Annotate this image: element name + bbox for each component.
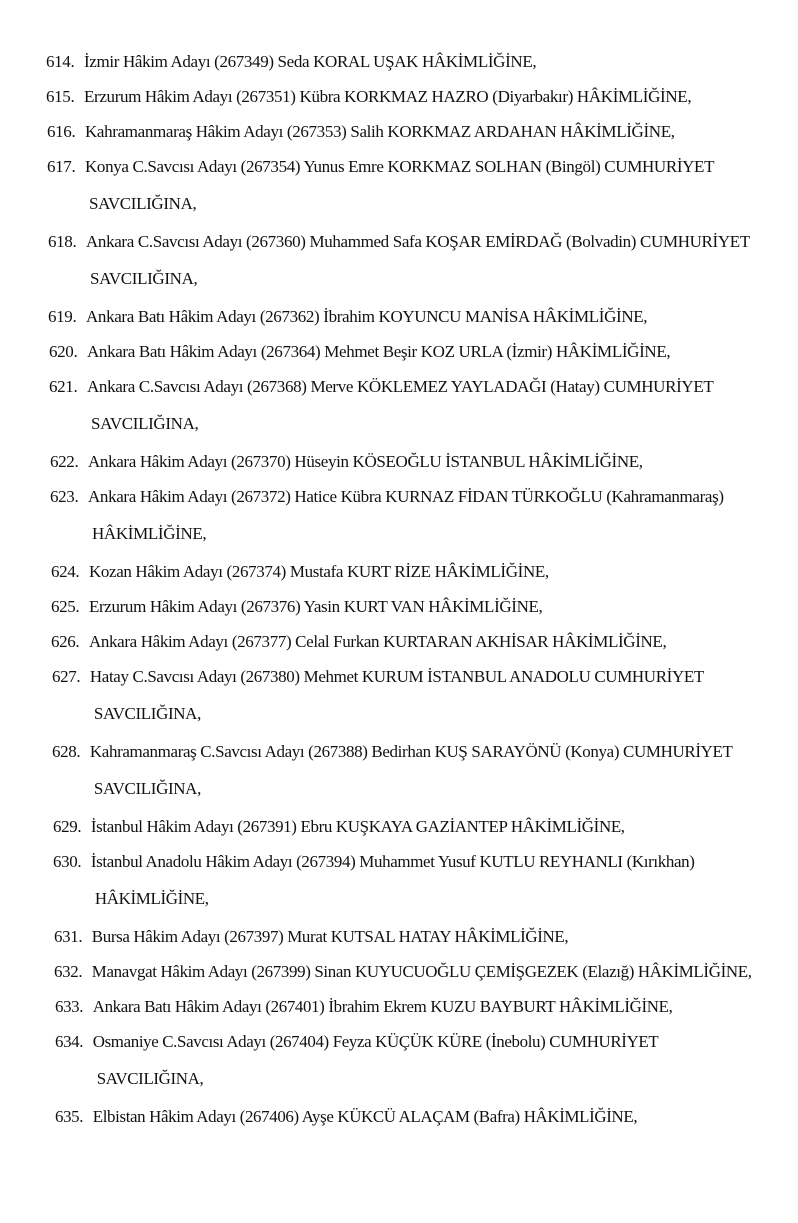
list-item: [55, 1032, 790, 1089]
item-text: Ankara Batı Hâkim Adayı (267401) İbrahim Ekrem KUZU BAYBURT HÂKİMLİĞİNE,: [92, 997, 673, 1016]
list-item: [49, 342, 789, 362]
item-text: İzmir Hâkim Adayı (267349) Seda KORAL UŞAK HÂKİMLİĞİNE,: [84, 52, 537, 71]
list-item: [46, 87, 786, 107]
list-item: [54, 962, 790, 982]
item-text: Erzurum Hâkim Adayı (267376) Yasin KURT VAN HÂKİMLİĞİNE,: [88, 597, 543, 616]
item-continuation: SAVCILIĞINA,: [93, 704, 201, 723]
list-item: [55, 997, 790, 1017]
list-item-line: [51, 562, 790, 582]
list-item-line: [55, 1032, 790, 1052]
item-text: Ankara Hâkim Adayı (267377) Celal Furkan KURTARAN AKHİSAR HÂKİMLİĞİNE,: [88, 632, 667, 651]
list-item: [50, 452, 790, 472]
item-continuation: HÂKİMLİĞİNE,: [94, 889, 209, 908]
list-item: [50, 487, 790, 544]
item-number: 623.: [50, 487, 79, 506]
item-text: Ankara C.Savcısı Adayı (267360) Muhammed Safa KOŞAR EMİRDAĞ (Bolvadin) CUMHURİYET: [86, 232, 750, 251]
item-text: Kahramanmaraş C.Savcısı Adayı (267388) Bedirhan KUŞ SARAYÖNÜ (Konya) CUMHURİYET: [89, 742, 733, 761]
item-continuation: SAVCILIĞINA,: [91, 414, 199, 433]
item-number: 625.: [51, 597, 80, 616]
item-number: 617.: [47, 157, 76, 176]
list-item-line: [55, 1107, 790, 1127]
list-item: [54, 927, 790, 947]
list-item: [55, 1107, 790, 1127]
list-item: [48, 232, 788, 289]
list-item: [51, 632, 790, 652]
list-item-line: [47, 157, 787, 177]
item-text: İstanbul Anadolu Hâkim Adayı (267394) Muhammet Yusuf KUTLU REYHANLI (Kırıkhan): [90, 852, 695, 871]
list-item: [52, 667, 790, 724]
item-number: 632.: [54, 962, 83, 981]
list-item: [48, 307, 788, 327]
list-item-line: [51, 597, 790, 617]
list-item-line: [53, 852, 790, 872]
item-number: 634.: [55, 1032, 84, 1051]
item-text: Bursa Hâkim Adayı (267397) Murat KUTSAL HATAY HÂKİMLİĞİNE,: [91, 927, 569, 946]
item-text: Konya C.Savcısı Adayı (267354) Yunus Emre KORKMAZ SOLHAN (Bingöl) CUMHURİYET: [85, 157, 715, 176]
item-text: Manavgat Hâkim Adayı (267399) Sinan KUYUCUOĞLU ÇEMİŞGEZEK (Elazığ) HÂKİMLİĞİNE,: [91, 962, 752, 981]
item-text: Elbistan Hâkim Adayı (267406) Ayşe KÜKCÜ ALAÇAM (Bafra) HÂKİMLİĞİNE,: [92, 1107, 638, 1126]
list-item: [51, 562, 790, 582]
item-text: Hatay C.Savcısı Adayı (267380) Mehmet KURUM İSTANBUL ANADOLU CUMHURİYET: [89, 667, 704, 686]
item-number: 629.: [53, 817, 82, 836]
item-text: Ankara Batı Hâkim Adayı (267362) İbrahim KOYUNCU MANİSA HÂKİMLİĞİNE,: [86, 307, 648, 326]
item-text: Erzurum Hâkim Adayı (267351) Kübra KORKMAZ HAZRO (Diyarbakır) HÂKİMLİĞİNE,: [84, 87, 692, 106]
list-item-line: [53, 817, 790, 837]
item-text: Ankara Hâkim Adayı (267372) Hatice Kübra KURNAZ FİDAN TÜRKOĞLU (Kahramanmaraş): [88, 487, 724, 506]
item-number: 627.: [52, 667, 81, 686]
item-text: Ankara Hâkim Adayı (267370) Hüseyin KÖSEOĞLU İSTANBUL HÂKİMLİĞİNE,: [88, 452, 643, 471]
list-item-line: [49, 377, 789, 397]
list-item-line: [48, 307, 788, 327]
item-number: 616.: [47, 122, 76, 141]
list-item: [47, 157, 787, 214]
list-item-line: [47, 122, 787, 142]
list-item-line: [46, 52, 786, 72]
item-text: Kahramanmaraş Hâkim Adayı (267353) Salih KORKMAZ ARDAHAN HÂKİMLİĞİNE,: [85, 122, 675, 141]
item-number: 631.: [54, 927, 83, 946]
list-item-line: [54, 962, 790, 982]
list-item-line: [49, 342, 789, 362]
list-item-line: [55, 997, 790, 1017]
list-item-line: [52, 667, 790, 687]
item-number: 626.: [51, 632, 80, 651]
list-item-line: [46, 87, 786, 107]
item-number: 622.: [50, 452, 79, 471]
item-continuation: SAVCILIĞINA,: [93, 779, 201, 798]
item-number: 628.: [52, 742, 81, 761]
item-continuation: SAVCILIĞINA,: [96, 1069, 204, 1088]
list-item-line: [48, 232, 788, 252]
item-number: 615.: [46, 87, 75, 106]
list-item-line: [54, 927, 790, 947]
list-item-line: [52, 742, 790, 762]
list-item-line: [51, 632, 790, 652]
item-number: 620.: [49, 342, 78, 361]
list-item: [53, 852, 790, 909]
item-continuation: HÂKİMLİĞİNE,: [92, 524, 207, 543]
list-item-line: [50, 487, 790, 507]
item-text: Ankara C.Savcısı Adayı (267368) Merve KÖKLEMEZ YAYLADAĞI (Hatay) CUMHURİYET: [87, 377, 714, 396]
item-text: Kozan Hâkim Adayı (267374) Mustafa KURT RİZE HÂKİMLİĞİNE,: [88, 562, 549, 581]
list-item: [46, 52, 786, 72]
item-number: 624.: [51, 562, 80, 581]
item-number: 635.: [55, 1107, 84, 1126]
item-number: 621.: [49, 377, 78, 396]
item-continuation: SAVCILIĞINA,: [89, 194, 197, 213]
list-item-line: [50, 452, 790, 472]
item-text: İstanbul Hâkim Adayı (267391) Ebru KUŞKAYA GAZİANTEP HÂKİMLİĞİNE,: [90, 817, 625, 836]
item-number: 633.: [55, 997, 84, 1016]
item-continuation: SAVCILIĞINA,: [90, 269, 198, 288]
item-number: 618.: [48, 232, 77, 251]
list-item: [52, 742, 790, 799]
item-text: Osmaniye C.Savcısı Adayı (267404) Feyza KÜÇÜK KÜRE (İnebolu) CUMHURİYET: [92, 1032, 659, 1051]
list-item: [51, 597, 790, 617]
list-item: [49, 377, 789, 434]
item-number: 630.: [53, 852, 82, 871]
item-text: Ankara Batı Hâkim Adayı (267364) Mehmet Beşir KOZ URLA (İzmir) HÂKİMLİĞİNE,: [87, 342, 671, 361]
list-item: [47, 122, 787, 142]
item-number: 619.: [48, 307, 77, 326]
list-item: [53, 817, 790, 837]
item-number: 614.: [46, 52, 75, 71]
